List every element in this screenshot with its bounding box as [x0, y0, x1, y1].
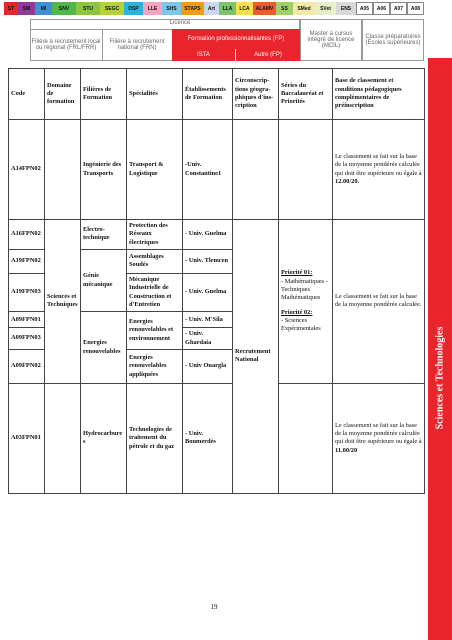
tab-alamv[interactable]: ALAMV — [253, 2, 276, 15]
tab-shs[interactable]: SHS — [162, 2, 181, 15]
header-etablissements: Établissements de Formation — [183, 69, 233, 120]
etablissement-cell: - Univ. Boumerdès — [183, 383, 233, 493]
specialite-cell: Energies renouvelables et environnement — [127, 312, 183, 350]
tab-stu[interactable]: STU — [76, 2, 100, 15]
table-row — [9, 383, 425, 493]
code-cell: A03FPN01 — [9, 383, 45, 493]
tab-mi[interactable]: MI — [35, 2, 52, 15]
filiere-cell: Génie mécanique — [81, 249, 127, 311]
etablissement-cell: - Univ. Guelma — [183, 220, 233, 250]
tab-art[interactable]: Art — [204, 2, 219, 15]
header-series: Séries du Baccalauréat et Priorités — [279, 69, 333, 120]
specialite-cell: Protection des Réseaux électriques — [127, 220, 183, 250]
base-cell: Le classement se fait sur la base de la moyenne pondérée calculée. — [333, 220, 425, 384]
table-row — [9, 220, 425, 250]
specialite-cell: Assemblages Soudés — [127, 249, 183, 273]
circonscription-cell — [233, 120, 279, 220]
field-tabs — [4, 2, 428, 15]
etablissement-cell: - Univ. Ghardaia — [183, 328, 233, 350]
etablissement-cell: - Univ. M'Sila — [183, 312, 233, 328]
base-cell — [333, 120, 425, 220]
code-cell: A19FPN02 — [9, 249, 45, 273]
filiere-cell: Ingénierie des Transports — [81, 120, 127, 220]
tab-staps[interactable]: STAPS — [181, 2, 204, 15]
filiere-cell: Electro-technique — [81, 220, 127, 250]
filiere-cell: Hydrocarbures — [81, 383, 127, 493]
header-specialites: Spécialités — [127, 69, 183, 120]
code-cell: A09FPN03 — [9, 328, 45, 350]
tab-a06[interactable]: A06 — [373, 2, 390, 15]
specialite-cell: Energies renouvelables appliquées — [127, 349, 183, 383]
specialite-cell: Transport & Logistique — [127, 120, 183, 220]
circonscription-cell: Recrutement National — [233, 220, 279, 494]
tab-a08[interactable]: A08 — [407, 2, 424, 15]
formation-pro-label: Formation professionnalisantes (FP) — [172, 29, 300, 49]
header-base: Base de classement et conditions pédagogiques complémentaires de préinscription — [333, 69, 425, 120]
tab-lle[interactable]: LLE — [143, 2, 162, 15]
tab-lla[interactable]: LLA — [219, 2, 236, 15]
filiere-national-label: Filière à recrutement national (FRN) — [109, 39, 165, 51]
tab-smed[interactable]: SMed — [293, 2, 315, 15]
code-cell: A19FPN03 — [9, 273, 45, 311]
master-label: Master à cursus intégré de licence (MCIL) — [300, 19, 362, 61]
code-cell: A16FPN02 — [9, 220, 45, 250]
etablissement-cell: - Univ. Tlemcen — [183, 249, 233, 273]
code-cell: A14FPN02 — [9, 120, 45, 220]
tab-a05[interactable]: A05 — [356, 2, 373, 15]
priorite2-title: Priorité 02: — [281, 308, 313, 316]
domain-sidebar — [428, 58, 452, 640]
etablissement-cell: -Univ. Constantine1 — [183, 120, 233, 220]
series-cell — [279, 383, 333, 493]
tab-snv[interactable]: SNV — [52, 2, 76, 15]
etablissement-cell: - Univ. Guelma — [183, 273, 233, 311]
table-row — [9, 120, 425, 220]
tab-dsp[interactable]: DSP — [124, 2, 143, 15]
filiere-local-label: Filière à recrutement local ou régional (FRL/FRR) — [31, 39, 101, 51]
tab-a07[interactable]: A07 — [390, 2, 407, 15]
tab-lca[interactable]: LCA — [236, 2, 253, 15]
priorite1-text: - Mathématiques - Techniques Mathématiques — [281, 277, 328, 302]
filiere-cell: Energies renouvelables — [81, 312, 127, 384]
etablissement-cell: - Univ Ouargla — [183, 349, 233, 383]
autre-fp-label: Autre (FP) — [236, 49, 300, 61]
tab-ss[interactable]: SS — [276, 2, 293, 15]
header-filieres: Filières de Formation — [81, 69, 127, 120]
header-code: Code — [9, 69, 45, 120]
tab-segc[interactable]: SEGC — [100, 2, 124, 15]
base-text: Le classement se fait sur la base de la moyenne pondérée calculée qui doit être supérieure ou égale à — [335, 421, 422, 446]
sidebar-label: Sciences et Technologies — [434, 326, 446, 430]
ista-label: ISTA — [172, 49, 236, 61]
tab-svet[interactable]: SVet — [315, 2, 336, 15]
header-circonscriptions: Circonscrip-tions géogra-phiques d'ins-cription — [233, 69, 279, 120]
base-cell — [333, 383, 425, 493]
domaine-cell: Sciences et Techniques — [45, 220, 81, 384]
classe-prepa-label: Classe préparatoires (Écoles supérieures) — [362, 19, 424, 61]
tab-st[interactable]: ST — [4, 2, 18, 15]
tab-sm[interactable]: SM — [18, 2, 35, 15]
base-value: 11.00/20 — [335, 446, 358, 454]
series-cell — [279, 220, 333, 384]
table-header-row — [9, 69, 425, 120]
domaine-cell — [45, 383, 81, 493]
specialite-cell: Mécanique Industrielle de Construction et d'Entretien — [127, 273, 183, 311]
tab-ens[interactable]: ENS — [336, 2, 356, 15]
code-cell: A09FPN01 — [9, 312, 45, 328]
series-cell — [279, 120, 333, 220]
domaine-cell — [45, 120, 81, 220]
page-number: 19 — [210, 603, 218, 611]
header-domaine: Domaine de formation — [45, 69, 81, 120]
licence-title: Licence — [169, 20, 191, 26]
code-cell: A09FPN02 — [9, 349, 45, 383]
specialite-cell: Technologies de traitement du pétrole et du gaz — [127, 383, 183, 493]
priorite2-text: - Sciences Expérimentales — [281, 316, 321, 333]
formations-table — [8, 68, 425, 494]
base-text: Le classement se fait sur la base de la moyenne pondérée calculée qui doit être supérieure ou égale à — [335, 152, 422, 177]
priorite1-title: Priorité 01: — [281, 269, 313, 277]
base-value: 12.00/20. — [335, 177, 360, 185]
